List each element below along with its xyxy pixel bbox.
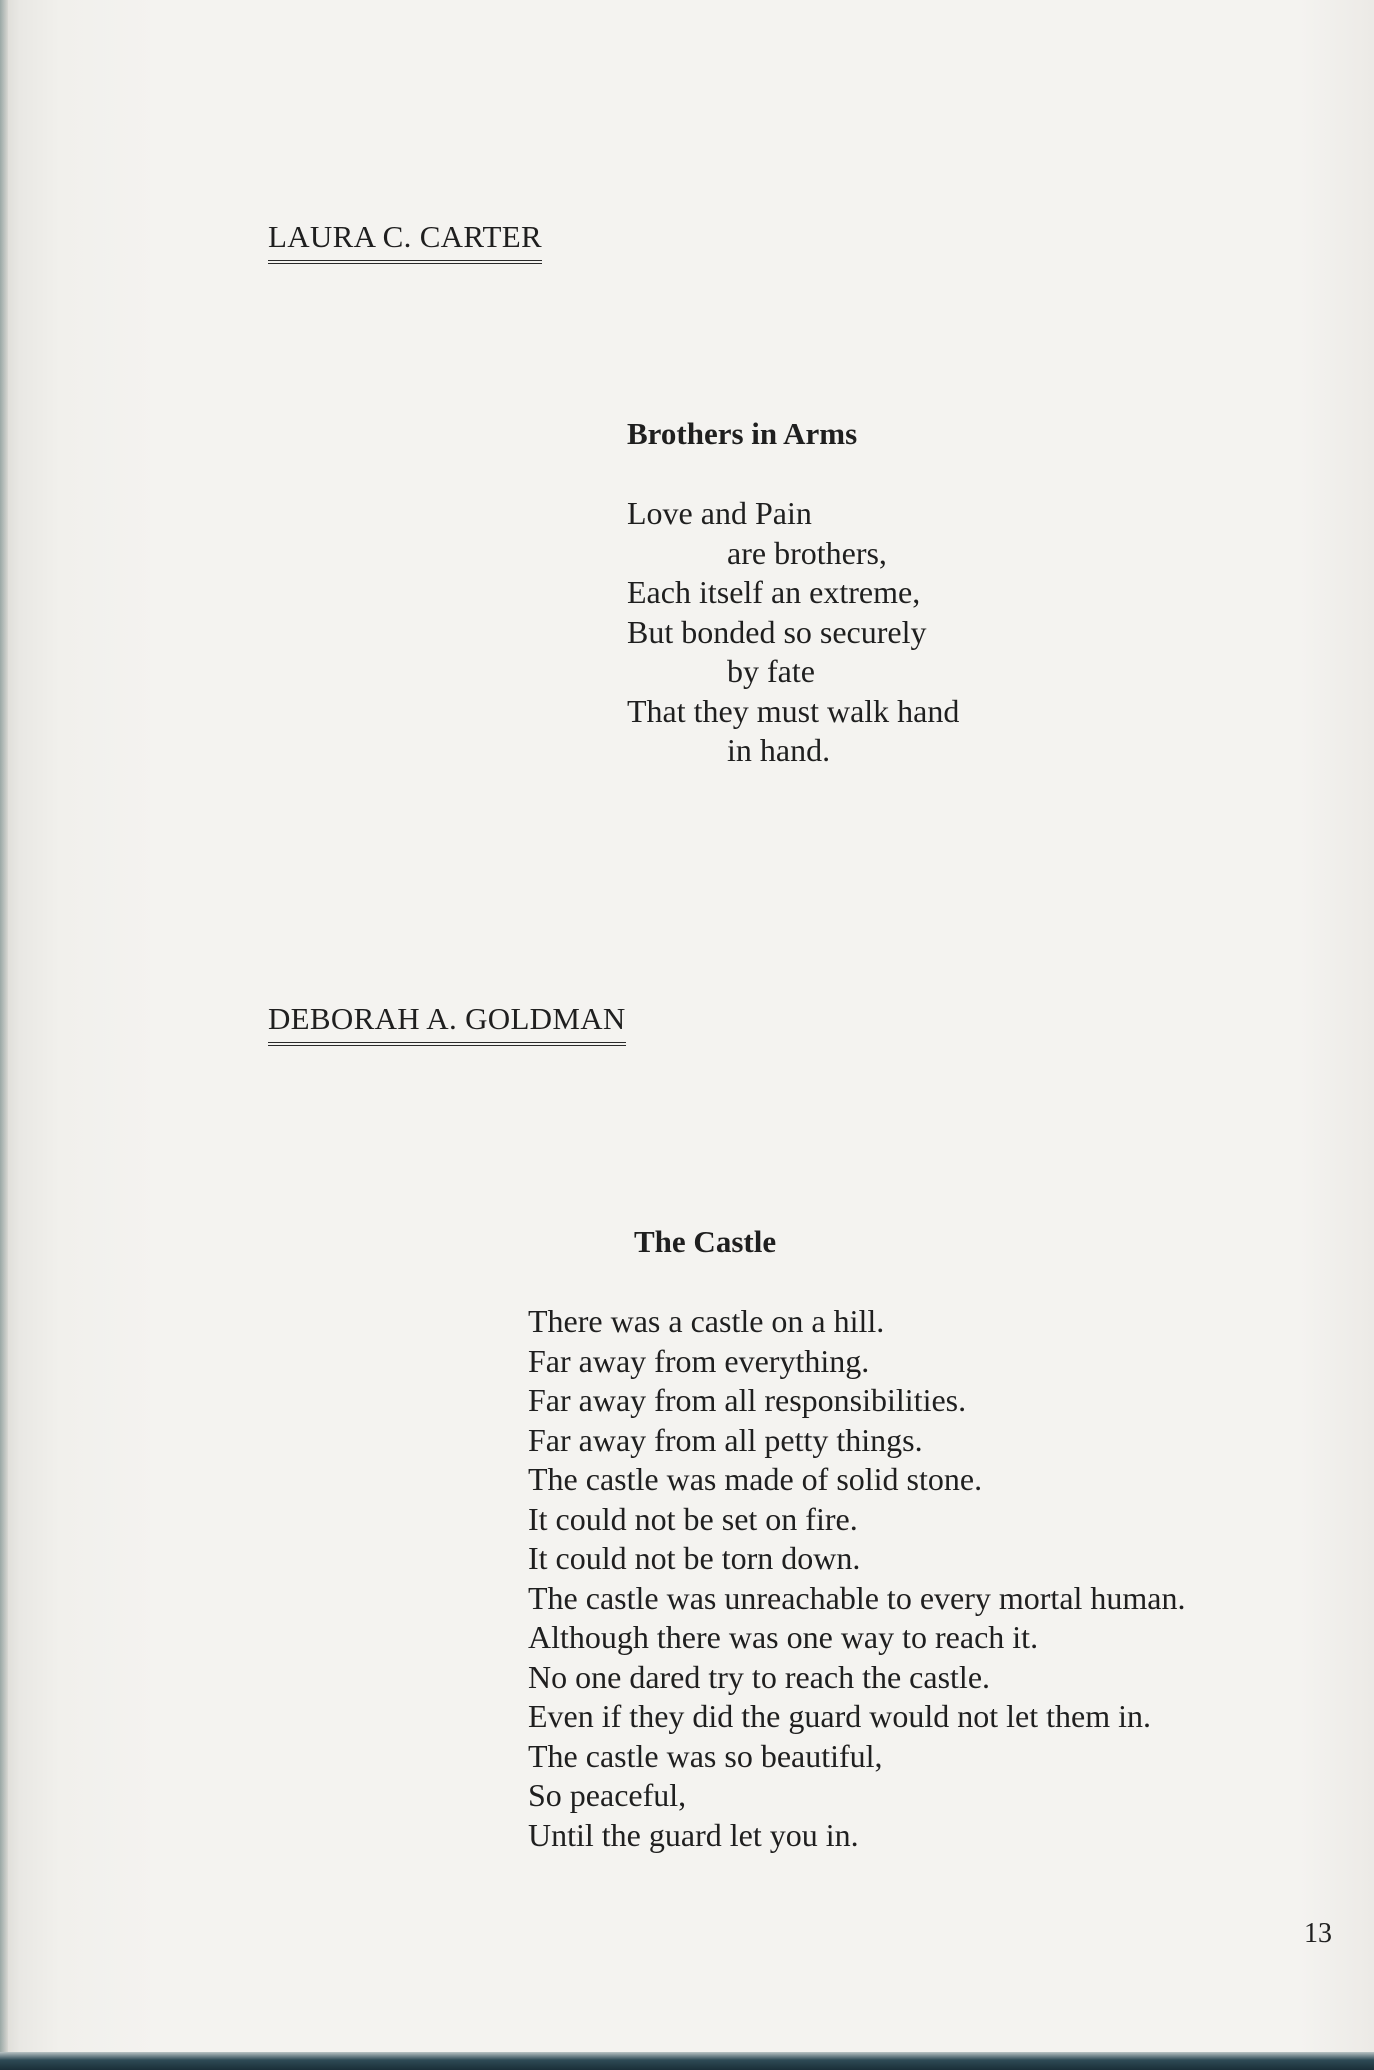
author-heading-1: LAURA C. CARTER: [268, 220, 542, 264]
poem-line: Until the guard let you in.: [528, 1816, 859, 1853]
poem-body-1: [627, 494, 959, 771]
poem-line: No one dared try to reach the castle.: [528, 1658, 991, 1695]
poem-line: Far away from everything.: [528, 1342, 870, 1379]
poem-title-2: The Castle: [634, 1224, 777, 1259]
poem-line: That they must walk hand: [627, 692, 960, 729]
poem-line: The castle was made of solid stone.: [528, 1461, 983, 1497]
page-gutter: [0, 0, 8, 2070]
poem-line: It could not be torn down.: [528, 1540, 861, 1576]
poem-line: are brothers,: [727, 534, 887, 571]
poem-line: It could not be set on fire.: [528, 1500, 858, 1537]
poem-line: Although there was one way to reach it.: [528, 1619, 1039, 1655]
poem-line: So peaceful,: [528, 1777, 687, 1813]
poem-line: Love and Pain: [627, 495, 812, 531]
poem-line: The castle was so beautiful,: [528, 1737, 883, 1774]
poem-line: Far away from all petty things.: [528, 1421, 923, 1458]
poem-line: in hand.: [727, 732, 831, 768]
poem-line: The castle was unreachable to every mortal human.: [528, 1579, 1186, 1616]
poem-line: But bonded so securely: [627, 613, 927, 650]
poem-line: There was a castle on a hill.: [528, 1303, 885, 1339]
page-number: 13: [1304, 1918, 1332, 1949]
page-bottom-edge: [0, 2052, 1374, 2070]
poem-line: Far away from all responsibilities.: [528, 1382, 967, 1418]
poem-line: Each itself an extreme,: [627, 574, 921, 610]
poem-body-2: [528, 1302, 1186, 1855]
poem-line: Even if they did the guard would not let them in.: [528, 1698, 1151, 1734]
poem-title-1: Brothers in Arms: [627, 416, 858, 451]
author-heading-2: DEBORAH A. GOLDMAN: [268, 1002, 626, 1046]
poem-line: by fate: [727, 653, 815, 689]
